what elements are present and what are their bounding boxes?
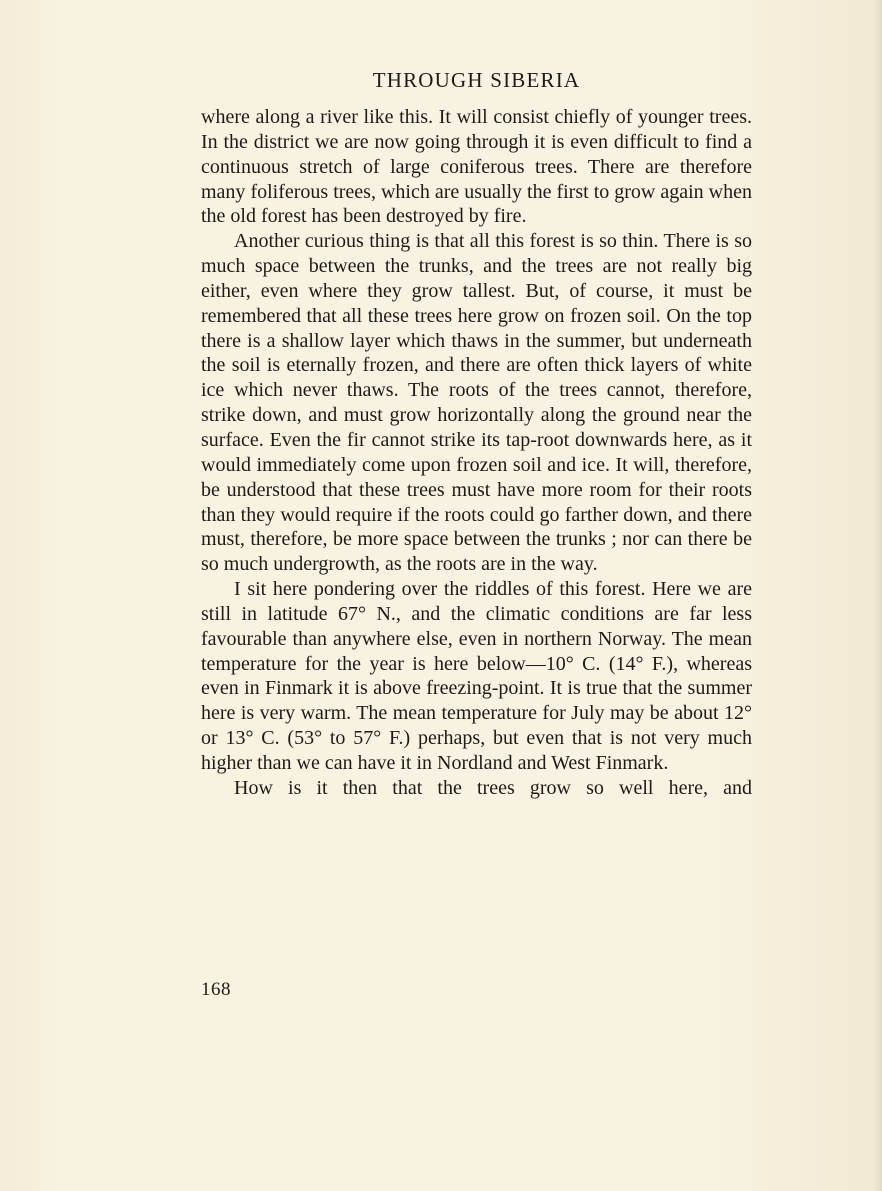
paragraph-riddles: I sit here pondering over the riddles of this forest. Here we are still in latitude 67° N., and the climatic conditions are far less favourable than anywhere else, even in northern Norway. The mean temperature for the year is here below—10° C. (14° F.), whereas even in Finmark it is above freezing-point. It is true that the summer here is very warm. The mean temperature for July may be about 12° or 13° C. (53° to 57° F.) perhaps, but even that is not very much higher than we can have it in Nordland and West Finmark.: [201, 578, 752, 774]
paragraph-forest-thin: Another curious thing is that all this forest is so thin. There is so much space between the trunks, and the trees are not really big either, even where they grow tallest. But, of course, it must be remembered that all these trees here grow on frozen soil. On the top there is a shallow layer which thaws in the summer, but underneath the soil is eternally frozen, and there are often thick layers of white ice which never thaws. The roots of the trees cannot, therefore, strike down, and must grow horizontally along the ground near the surface. Even the fir cannot strike its tap-root downwards here, as it would immediately come upon frozen soil and ice. It will, therefore, be understood that these trees must have more room for their roots than they would require if the roots could go farther down, and there must, therefore, be more space between the trunks ; nor can there be so much undergrowth, as the roots are in the way.: [201, 230, 752, 576]
paragraph-how-trees-grow: How is it then that the trees grow so well here, and: [234, 776, 752, 799]
running-head: THROUGH SIBERIA: [372, 68, 581, 92]
page-edge-shadow: [874, 0, 882, 1191]
body-text: [201, 105, 752, 801]
paragraph-continued: where along a river like this. It will consist chiefly of younger trees. In the district we are now going through it is even difficult to find a continuous stretch of large coniferous trees. There are therefore many foliferous trees, which are usually the first to grow again when the old forest has been destroyed by fire.: [201, 106, 752, 228]
page-number: 168: [201, 979, 231, 1000]
